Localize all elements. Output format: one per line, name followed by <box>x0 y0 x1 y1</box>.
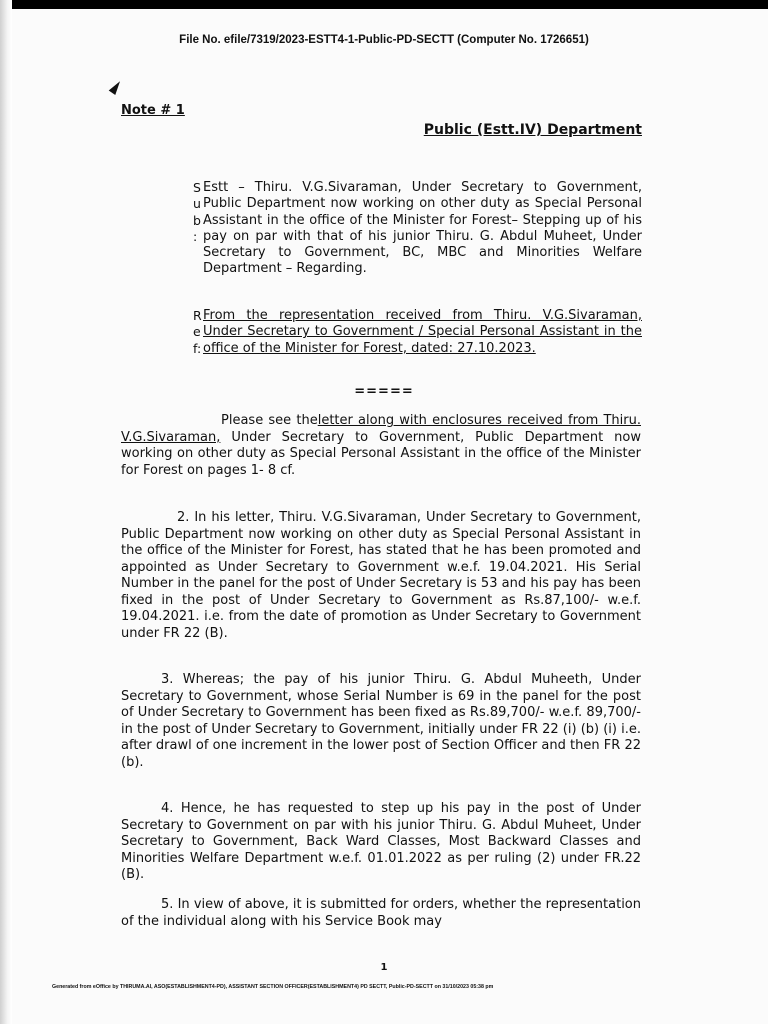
paragraph-1-rest: Under Secretary to Government, Public Department now working on other duty as Special Personal Assistant in the office of the Minister for Forest on pages 1- 8 cf. <box>121 429 641 478</box>
paragraph-1 <box>121 413 641 479</box>
subject-text: Estt – Thiru. V.G.Sivaraman, Under Secretary to Government, Public Department now working on other duty as Special Personal Assistant in the office of the Minister for Forest– Stepping up of his pay on par with that of his junior Thiru. G. Abdul Muheet, Under Secretary to Government, BC, MBC and Minorities Welfare Department – Regarding. <box>203 180 642 277</box>
page-left-edge <box>0 0 12 1024</box>
paragraph-4-text: 4. Hence, he has requested to step up his pay in the post of Under Secretary to Government on par with his junior Thiru. G. Abdul Muheet, Under Secretary to Government, Back Ward Classes, Most Backward Classes and Minorities Welfare Department w.e.f. 01.01.2022 as per ruling (2) under FR.22 (B). <box>121 801 641 882</box>
reference-label: R e f: <box>193 308 202 356</box>
paragraph-5-text: 5. In view of above, it is submitted for orders, whether the representation of the individual along with his Service Book may <box>121 897 641 929</box>
subject-label: S u b : <box>193 180 201 244</box>
paragraph-4 <box>121 801 641 884</box>
paragraph-2 <box>121 510 641 642</box>
department-title: Public (Estt.IV) Department <box>423 122 642 138</box>
paragraph-5 <box>121 897 641 930</box>
page-top-edge <box>0 0 768 9</box>
page-number: 1 <box>380 962 388 973</box>
separator: ===== <box>354 384 414 399</box>
note-label: Note # 1 <box>121 103 185 118</box>
paragraph-3 <box>121 672 641 771</box>
reference-text: From the representation received from Thiru. V.G.Sivaraman, Under Secretary to Government / Special Personal Assistant in the office of the Minister for Forest, dated: 27.10.2023. <box>203 308 642 356</box>
paragraph-2-text: 2. In his letter, Thiru. V.G.Sivaraman, Under Secretary to Government, Public Department now working on other duty as Special Personal Assistant in the office of the Minister for Forest, has stated that he has been promoted and appointed as Under Secretary to Government w.e.f. 19.04.2021. His Serial Number in the panel for the post of Under Secretary is 53 and his pay has been fixed in the post of Under Secretary to Government as Rs.87,100/- w.e.f. 19.04.2021. i.e. from the date of promotion as Under Secretary to Government under FR 22 (B). <box>121 510 641 641</box>
subject-block <box>193 180 642 278</box>
file-number: File No. efile/7319/2023-ESTT4-1-Public-PD-SECTT (Computer No. 1726651) <box>179 34 589 46</box>
paragraph-3-text: 3. Whereas; the pay of his junior Thiru. G. Abdul Muheeth, Under Secretary to Government, whose Serial Number is 69 in the panel for the post of Under Secretary to Government has been fixed as Rs.89,700/- w.e.f. 89,700/- in the post of Under Secretary to Government, initially under FR 22 (i) (b) (i) i.e. after drawl of one increment in the lower post of Section Officer and then FR 22 (b). <box>121 672 641 770</box>
paragraph-1-lead: Please see the <box>221 413 318 428</box>
generated-footer: Generated from eOffice by THIRUMA.AI, ASO(ESTABLISHMENT4-PD), ASSISTANT SECTION OFFICER(ESTABLISHMENT4) PD SECTT, Public-PD-SECTT on 31/10/2023 05:38 pm <box>52 984 494 990</box>
reference-block <box>193 308 642 357</box>
letter-link-text: letter along with enclosures received from Thiru. V.G.Sivaraman, <box>121 413 641 445</box>
